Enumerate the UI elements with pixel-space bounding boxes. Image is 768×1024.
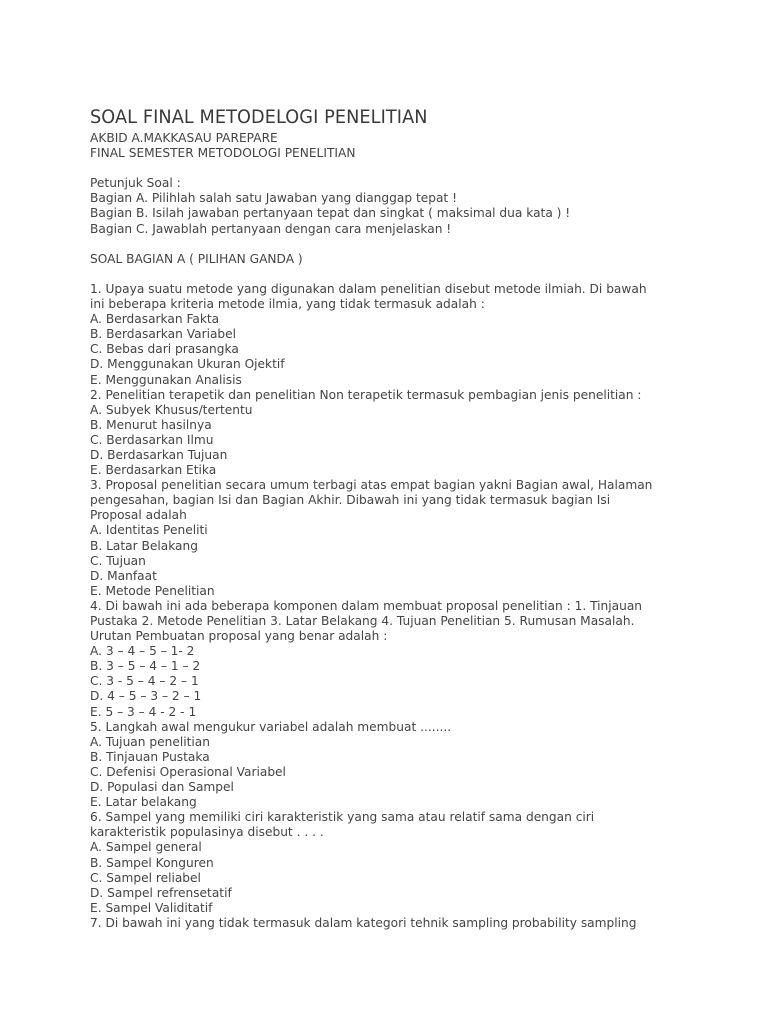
answer-option: C. 3 - 5 – 4 – 2 – 1 (90, 674, 199, 689)
question-text: ini beberapa kriteria metode ilmia, yang tidak termasuk adalah : (90, 297, 485, 312)
answer-option: B. 3 – 5 – 4 – 1 – 2 (90, 659, 201, 674)
answer-option: D. Berdasarkan Tujuan (90, 447, 228, 462)
answer-option: B. Sampel Konguren (90, 855, 214, 870)
question-6 (90, 810, 690, 916)
answer-option: D. Populasi dan Sampel (90, 780, 234, 795)
question-text: Pustaka 2. Metode Penelitian 3. Latar Belakang 4. Tujuan Penelitian 5. Rumusan Masalah. (90, 614, 635, 628)
question-2 (90, 388, 690, 479)
instruction-item: Bagian A. Pilihlah salah satu Jawaban yang dianggap tepat ! (90, 191, 457, 206)
spacer (90, 267, 690, 282)
answer-option: C. Sampel reliabel (90, 870, 201, 885)
answer-option: B. Berdasarkan Variabel (90, 327, 237, 342)
answer-option: A. Identitas Peneliti (90, 523, 208, 538)
exam-subtitle: FINAL SEMESTER METODOLOGI PENELITIAN (90, 146, 356, 161)
question-4 (90, 599, 690, 720)
answer-option: C. Tujuan (90, 553, 146, 568)
answer-option: E. Latar belakang (90, 795, 197, 810)
answer-option: C. Bebas dari prasangka (90, 342, 239, 357)
answer-option: A. Sampel general (90, 840, 202, 855)
answer-option: E. Menggunakan Analisis (90, 372, 242, 387)
question-text: 2. Penelitian terapetik dan penelitian Non terapetik termasuk pembagian jenis penelitian : (90, 387, 642, 402)
question-text: 4. Di bawah ini ada beberapa komponen dalam membuat proposal penelitian : 1. Tinjauan (90, 598, 643, 613)
question-text: 6. Sampel yang memiliki ciri karakteristik yang sama atau relatif sama dengan ciri (90, 810, 595, 825)
question-1 (90, 282, 690, 388)
answer-option: A. Berdasarkan Fakta (90, 312, 220, 327)
answer-option: B. Latar Belakang (90, 538, 198, 553)
answer-option: D. Manfaat (90, 568, 157, 583)
question-3 (90, 478, 690, 599)
question-text: 3. Proposal penelitian secara umum terbagi atas empat bagian yakni Bagian awal, Halaman (90, 478, 653, 493)
document-content (90, 104, 690, 931)
answer-option: C. Berdasarkan Ilmu (90, 432, 214, 447)
spacer (90, 237, 690, 252)
answer-option: D. 4 – 5 – 3 – 2 – 1 (90, 689, 202, 704)
answer-option: C. Defenisi Operasional Variabel (90, 764, 286, 779)
answer-option: E. Metode Penelitian (90, 583, 215, 598)
answer-option: E. Berdasarkan Etika (90, 463, 217, 478)
question-text: karakteristik populasinya disebut . . . . (90, 825, 324, 840)
answer-option: B. Tinjauan Pustaka (90, 749, 210, 764)
question-text: 7. Di bawah ini yang tidak termasuk dalam kategori tehnik sampling probability sampling (90, 915, 637, 930)
answer-option: D. Sampel refrensetatif (90, 885, 232, 900)
section-a-heading: SOAL BAGIAN A ( PILIHAN GANDA ) (90, 251, 303, 266)
question-7 (90, 916, 690, 931)
answer-option: A. Tujuan penelitian (90, 734, 210, 749)
document-title: SOAL FINAL METODELOGI PENELITIAN (90, 106, 428, 128)
answer-option: A. 3 – 4 – 5 – 1- 2 (90, 644, 195, 659)
answer-option: E. 5 – 3 – 4 - 2 - 1 (90, 704, 197, 719)
answer-option: D. Menggunakan Ukuran Ojektif (90, 357, 285, 372)
question-text: Proposal adalah (90, 508, 187, 523)
question-text: Urutan Pembuatan proposal yang benar adalah : (90, 629, 388, 644)
institution-name: AKBID A.MAKKASAU PAREPARE (90, 131, 278, 145)
answer-option: A. Subyek Khusus/tertentu (90, 402, 253, 417)
answer-option: E. Sampel Validitatif (90, 900, 213, 915)
question-text: pengesahan, bagian Isi dan Bagian Akhir. Dibawah ini yang tidak termasuk bagian Isi (90, 493, 611, 508)
question-text: 5. Langkah awal mengukur variabel adalah membuat ........ (90, 719, 452, 734)
spacer (90, 161, 690, 176)
question-5 (90, 720, 690, 811)
instruction-item: Bagian C. Jawablah pertanyaan dengan cara menjelaskan ! (90, 221, 452, 236)
instruction-item: Bagian B. Isilah jawaban pertanyaan tepat dan singkat ( maksimal dua kata ) ! (90, 206, 571, 221)
question-text: 1. Upaya suatu metode yang digunakan dalam penelitian disebut metode ilmiah. Di bawah (90, 281, 647, 296)
instructions-heading: Petunjuk Soal : (90, 176, 181, 191)
answer-option: B. Menurut hasilnya (90, 417, 212, 432)
